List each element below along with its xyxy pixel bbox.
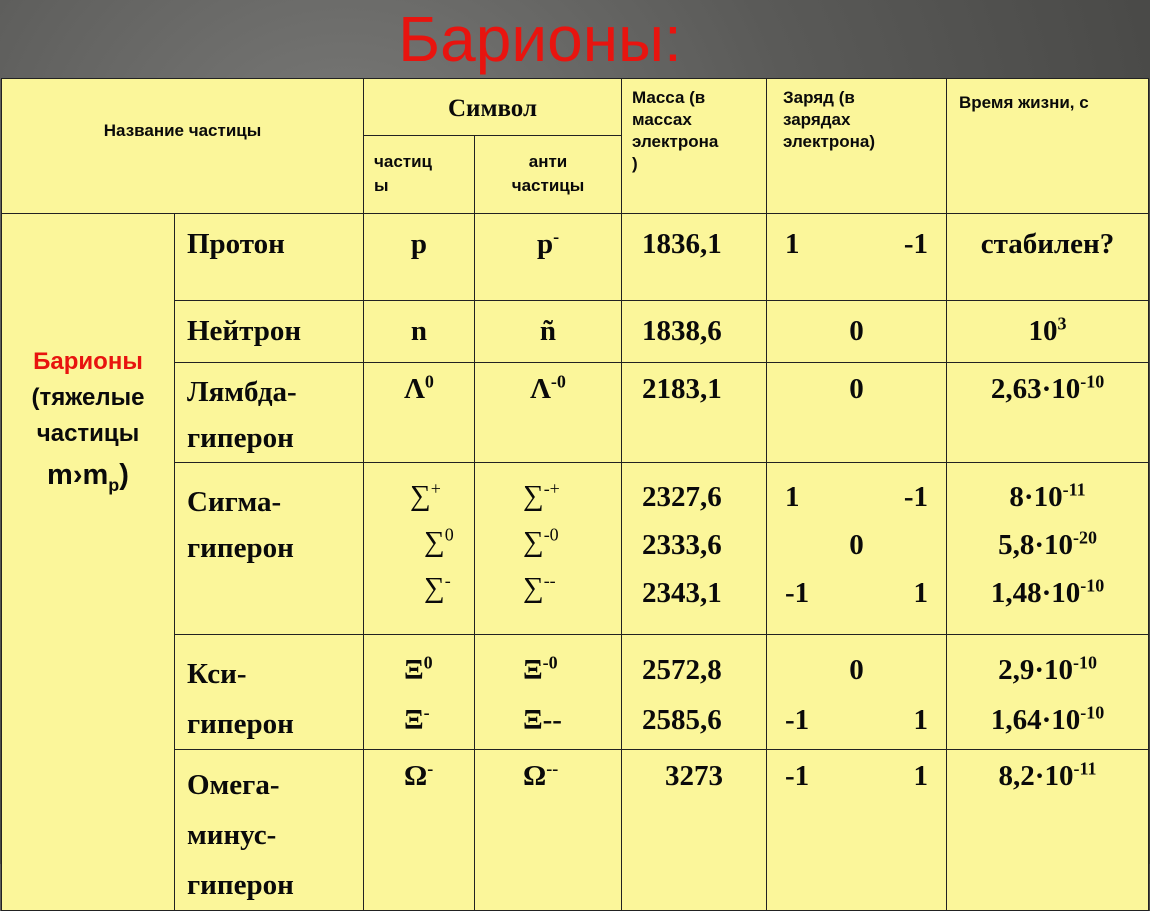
anti-sup: - — [553, 226, 560, 247]
lifetime-value: стабилен? — [980, 228, 1115, 260]
header-symbol-text: Символ — [447, 95, 537, 122]
sym-sup: - — [423, 702, 430, 723]
particle-name: Протон — [187, 228, 285, 260]
particle-name: гиперон — [187, 708, 294, 740]
table-row-lambda — [2, 363, 1149, 463]
anti-sup: -0 — [542, 652, 558, 673]
cond-m: m›m — [47, 459, 109, 491]
lifetime-value — [947, 363, 1148, 406]
mass-value: 2183,1 — [642, 373, 722, 405]
life-base: 8·10 — [1009, 481, 1063, 513]
particle-symbols — [364, 463, 474, 611]
cond-sub: p — [108, 474, 120, 495]
life-sup: -10 — [1080, 702, 1105, 723]
anti-base: Λ — [530, 373, 551, 405]
charge-left: 1 — [785, 481, 800, 513]
anti-base: Ξ-- — [523, 704, 562, 736]
mass-value: 2333,6 — [642, 529, 722, 561]
header-particles-line: частиц — [374, 152, 433, 171]
mass-values — [622, 463, 766, 617]
life-sup: -11 — [1062, 479, 1086, 500]
life-base: 2,9·10 — [998, 654, 1073, 686]
charge-right: 1 — [913, 704, 928, 736]
charge-left: -1 — [785, 760, 810, 792]
slide-title-text: Барионы: — [398, 3, 682, 75]
lifetime-value — [947, 569, 1148, 617]
life-sup: -20 — [1072, 527, 1097, 548]
particle-name: гиперон — [187, 422, 294, 454]
anti-sup: -0 — [543, 524, 559, 545]
symbol-line — [364, 565, 474, 611]
header-lifetime-text: Время жизни, с — [959, 93, 1089, 112]
charge-left: 1 — [785, 228, 800, 260]
group-desc-line: (тяжелые — [31, 384, 145, 411]
life-sup: -10 — [1080, 575, 1105, 596]
anti-base: ∑ — [523, 526, 544, 558]
life-sup: -10 — [1080, 371, 1105, 392]
header-anti-line: анти — [528, 152, 568, 171]
table-row-omega — [2, 750, 1149, 911]
mass-value: 2327,6 — [642, 481, 722, 513]
particle-name: минус- — [187, 819, 277, 851]
anti-base: Ξ — [523, 654, 543, 686]
anti-sup: -0 — [550, 371, 566, 392]
particle-name: гиперон — [187, 532, 294, 564]
charge-value: 0 — [849, 315, 864, 347]
sym-base: Λ — [404, 373, 425, 405]
lifetime-value — [947, 473, 1148, 521]
charge-right: 1 — [913, 760, 928, 792]
charge-value — [767, 750, 946, 820]
symbol-line — [404, 645, 474, 695]
antiparticle-symbol — [475, 363, 621, 406]
slide-title — [0, 0, 1150, 78]
particle-symbol: p — [410, 228, 428, 260]
mass-value: 2343,1 — [642, 577, 722, 609]
anti-sup: -- — [543, 570, 556, 591]
header-charge-line: Заряд (в — [783, 88, 855, 107]
lifetime-value — [947, 695, 1148, 745]
header-charge-line: зарядах — [783, 110, 851, 129]
particle-symbol — [364, 750, 474, 793]
life-sup: -11 — [1073, 758, 1097, 779]
charge-values — [767, 635, 946, 745]
charge-center: 0 — [849, 654, 864, 686]
sym-base: Ω — [404, 760, 428, 792]
antiparticle-symbol — [475, 214, 621, 261]
group-condition — [2, 452, 174, 498]
particle-name: Сигма- — [187, 486, 282, 518]
baryon-table — [1, 78, 1149, 911]
mass-value: 2572,8 — [642, 654, 722, 686]
particle-name: Лямбда- — [187, 376, 297, 408]
life-sup: 3 — [1057, 313, 1067, 334]
particle-name: гиперон — [187, 869, 294, 901]
sym-base: Ξ — [404, 654, 424, 686]
header-anti-line: частицы — [511, 176, 585, 195]
charge-left: -1 — [785, 577, 810, 609]
header-name-text: Название частицы — [103, 121, 262, 140]
particle-name: Омега- — [187, 769, 280, 801]
symbol-line — [364, 519, 474, 565]
lifetime-value — [947, 521, 1148, 569]
mass-values — [622, 635, 766, 745]
life-base: 10 — [1028, 315, 1058, 347]
symbol-line — [523, 519, 621, 565]
particle-symbol — [364, 363, 474, 406]
cond-close: ) — [119, 459, 129, 491]
header-symbol — [364, 79, 622, 136]
lifetime-value — [947, 645, 1148, 695]
charge-right: -1 — [903, 481, 928, 513]
header-mass-line: массах — [632, 110, 692, 129]
header-particles-line: ы — [374, 176, 389, 195]
life-base: 1,48·10 — [990, 577, 1081, 609]
symbol-line — [523, 473, 621, 519]
lifetime-value — [947, 750, 1148, 793]
lifetime-values — [947, 635, 1148, 745]
charge-right: -1 — [903, 228, 928, 260]
mass-value: 3273 — [665, 760, 723, 792]
sym-sup: 0 — [423, 652, 433, 673]
charge-right: 1 — [913, 577, 928, 609]
sym-base: ∑ — [424, 572, 445, 604]
header-lifetime — [947, 79, 1149, 214]
anti-base: ∑ — [523, 480, 544, 512]
life-base: 1,64·10 — [990, 704, 1081, 736]
charge-left: -1 — [785, 704, 810, 736]
charge-value: 0 — [849, 373, 864, 405]
mass-value: 1836,1 — [642, 228, 722, 260]
sym-sup: 0 — [424, 371, 434, 392]
mass-value: 2585,6 — [642, 704, 722, 736]
life-base: 2,63·10 — [990, 373, 1081, 405]
header-charge — [767, 79, 947, 214]
header-name — [2, 79, 364, 214]
header-mass-line: ) — [632, 154, 638, 173]
symbol-line — [523, 695, 621, 745]
header-antiparticles — [475, 136, 622, 214]
header-particles — [364, 136, 475, 214]
charge-value — [767, 214, 946, 288]
group-name: Барионы — [33, 348, 143, 375]
header-charge-line: электрона) — [783, 132, 875, 151]
particle-symbols — [364, 635, 474, 745]
table-row-neutron — [2, 301, 1149, 363]
table-row-xi — [2, 635, 1149, 750]
sym-base: ∑ — [424, 526, 445, 558]
life-sup: -10 — [1072, 652, 1097, 673]
charge-values — [767, 463, 946, 617]
particle-symbol: n — [410, 315, 428, 347]
antiparticle-symbol: ñ — [539, 315, 557, 347]
group-desc-line: частицы — [36, 420, 140, 447]
anti-base: ∑ — [523, 572, 544, 604]
charge-center: 0 — [849, 529, 864, 561]
sym-base: Ξ — [404, 704, 424, 736]
lifetime-value — [947, 301, 1148, 348]
antiparticle-symbols — [475, 635, 621, 745]
header-mass-line: электрона — [632, 132, 719, 151]
table-row-proton — [2, 214, 1149, 301]
sym-base: ∑ — [410, 480, 431, 512]
sym-sup: + — [430, 478, 441, 499]
antiparticle-symbols — [475, 463, 621, 611]
particle-name: Нейтрон — [187, 315, 302, 347]
antiparticle-symbol — [475, 750, 621, 793]
sym-sup: - — [444, 570, 451, 591]
symbol-line — [523, 645, 621, 695]
particle-name: Кси- — [187, 658, 247, 690]
symbol-line — [523, 565, 621, 611]
anti-sup: -- — [546, 758, 559, 779]
anti-sup: -+ — [543, 478, 560, 499]
table-row-sigma — [2, 463, 1149, 635]
symbol-line — [404, 695, 474, 745]
header-mass — [622, 79, 767, 214]
symbol-line — [364, 473, 474, 519]
sym-sup: - — [427, 758, 434, 779]
life-base: 5,8·10 — [998, 529, 1073, 561]
mass-value: 1838,6 — [642, 315, 722, 347]
sym-sup: 0 — [444, 524, 454, 545]
anti-base: p — [536, 228, 554, 260]
group-cell — [2, 214, 175, 911]
anti-base: Ω — [523, 760, 547, 792]
life-base: 8,2·10 — [998, 760, 1074, 792]
lifetime-values — [947, 463, 1148, 617]
header-mass-line: Масса (в — [632, 88, 706, 107]
